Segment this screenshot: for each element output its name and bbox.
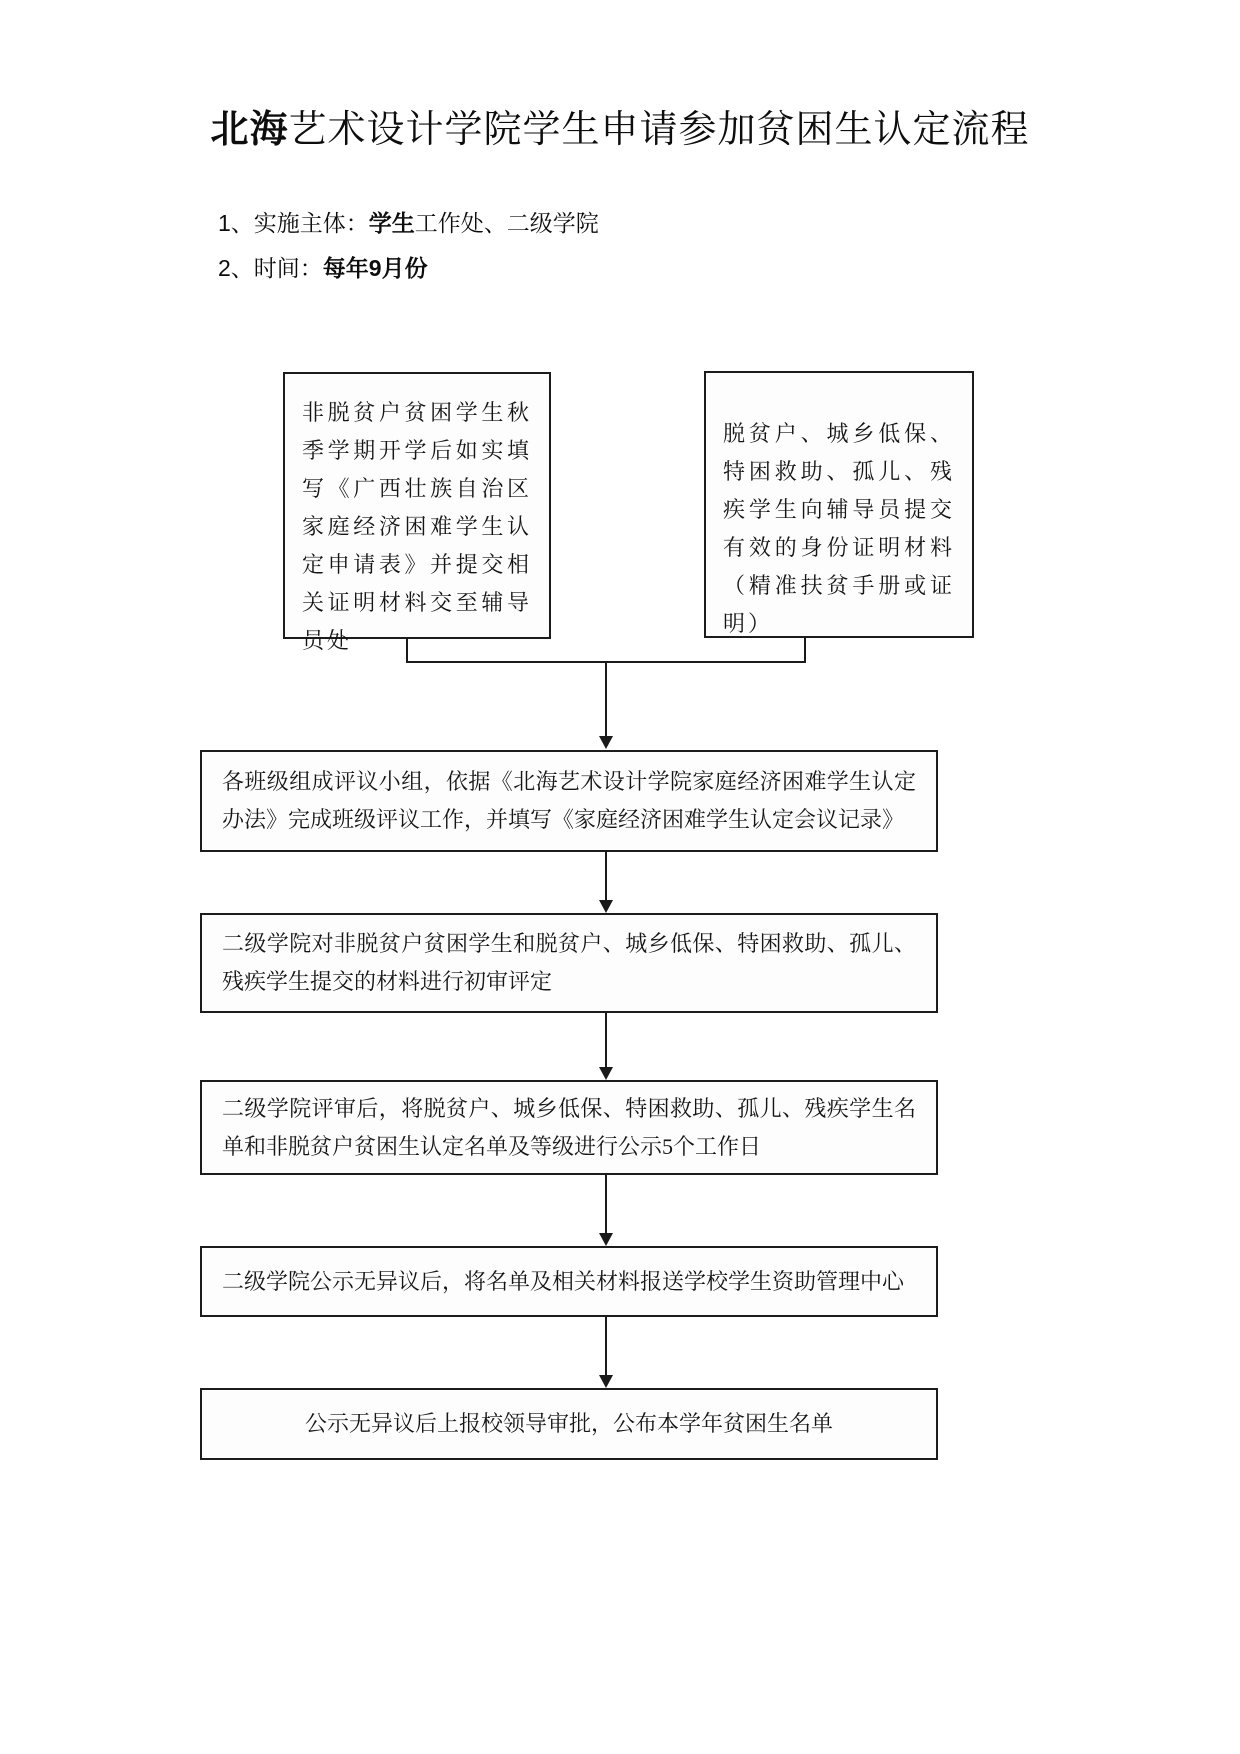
arrowhead-1 xyxy=(599,900,613,913)
connector-merge-arrow-shaft xyxy=(605,661,607,737)
flow-box-final-approval-announcement xyxy=(200,1388,938,1460)
note-2-prefix: 2、时间： xyxy=(218,255,323,281)
arrowhead-2 xyxy=(599,1067,613,1080)
flow-box-college-preliminary-review xyxy=(200,913,938,1013)
note-time xyxy=(218,250,428,283)
note-1-prefix: 1、实施主体： xyxy=(218,210,369,236)
flow-box-registered-poverty-students xyxy=(704,371,974,638)
flow-box-registered-poverty-students-text: 脱贫户、城乡低保、特困救助、孤儿、残疾学生向辅导员提交有效的身份证明材料（精准扶贫手册或证明） xyxy=(723,421,955,636)
flow-box-final-approval-announcement-text: 公示无异议后上报校领导审批，公布本学年贫困生名单 xyxy=(304,1411,833,1436)
page-title xyxy=(0,98,1240,153)
arrow-shaft-4 xyxy=(605,1317,607,1376)
flow-box-class-review-group-text: 各班级组成评议小组，依据《北海艺术设计学院家庭经济困难学生认定办法》完成班级评议工作，并填写《家庭经济困难学生认定会议记录》 xyxy=(222,769,916,832)
note-1-bold: 学生 xyxy=(368,210,415,236)
note-2-bold: 每年9月份 xyxy=(322,255,428,281)
arrow-shaft-2 xyxy=(605,1013,607,1068)
connector-stub-left xyxy=(406,639,408,663)
flow-box-non-poverty-students xyxy=(283,372,551,653)
connector-merge-arrowhead xyxy=(599,736,613,749)
page-title-rest: 艺术设计学院学生申请参加贫困生认定流程 xyxy=(288,109,1030,151)
flow-box-submit-to-aid-center xyxy=(200,1246,938,1317)
arrow-shaft-3 xyxy=(605,1175,607,1234)
flow-box-publicity-5-days xyxy=(200,1080,938,1175)
connector-stub-right xyxy=(804,637,806,663)
flow-box-college-preliminary-review-text: 二级学院对非脱贫户贫困学生和脱贫户、城乡低保、特困救助、孤儿、残疾学生提交的材料进行初审评定 xyxy=(222,931,916,994)
flow-box-publicity-5-days-text: 二级学院评审后，将脱贫户、城乡低保、特困救助、孤儿、残疾学生名单和非脱贫户贫困生认定名单及等级进行公示5个工作日 xyxy=(222,1095,916,1159)
flow-box-submit-to-aid-center-text: 二级学院公示无异议后，将名单及相关材料报送学校学生资助管理中心 xyxy=(222,1268,905,1294)
arrowhead-4 xyxy=(599,1375,613,1388)
flow-box-non-poverty-students-text: 非脱贫户贫困学生秋季学期开学后如实填写《广西壮族自治区家庭经济困难学生认定申请表》并提交相关证明材料交至辅导员处 xyxy=(302,400,532,653)
flow-box-class-review-group xyxy=(200,750,938,852)
arrow-shaft-1 xyxy=(605,852,607,901)
page-title-bold-part: 北海 xyxy=(210,109,289,151)
note-1-suffix: 工作处、二级学院 xyxy=(414,210,599,236)
note-implementing-body xyxy=(218,205,599,238)
arrowhead-3 xyxy=(599,1233,613,1246)
